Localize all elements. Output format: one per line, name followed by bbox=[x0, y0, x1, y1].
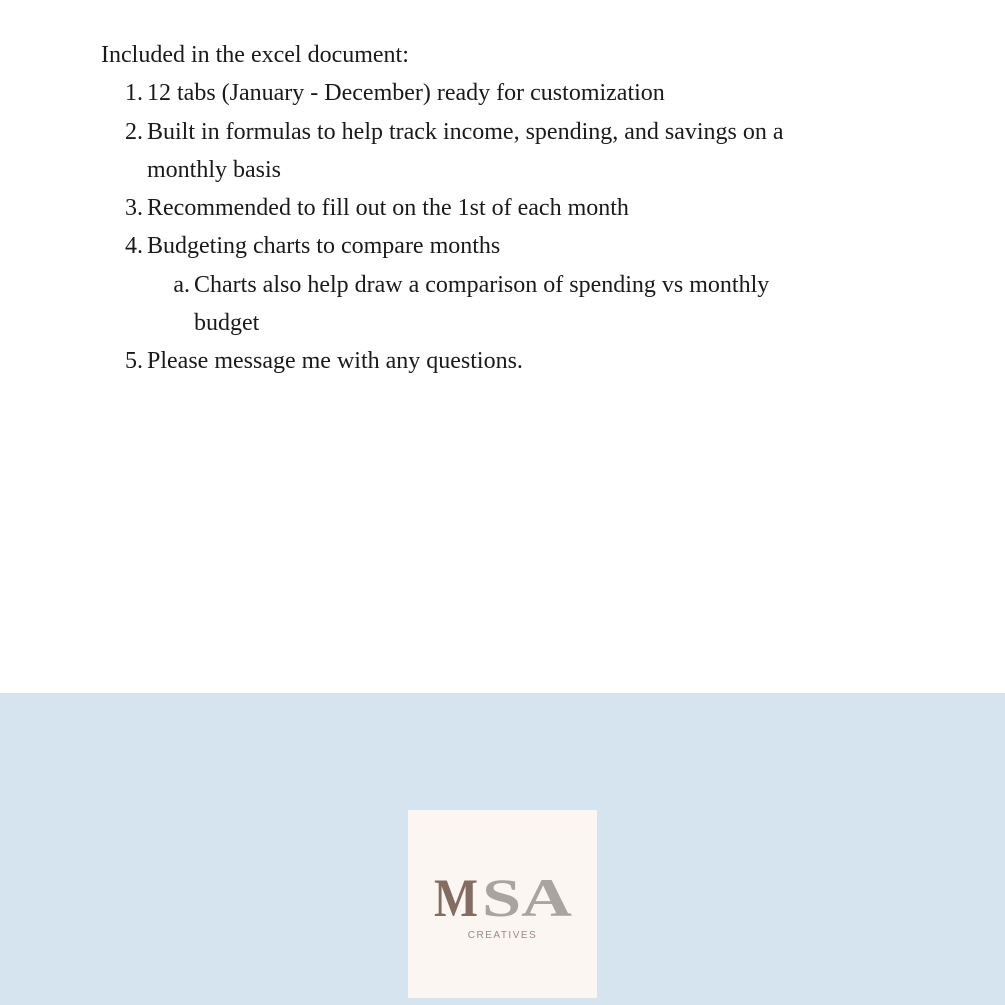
list-item-text: 12 tabs (January - December) ready for customization bbox=[147, 80, 665, 107]
list-item bbox=[101, 74, 961, 112]
svg-text:CREATIVES: CREATIVES bbox=[467, 930, 538, 941]
list-item bbox=[101, 342, 961, 380]
list-marker: 2. bbox=[125, 118, 143, 145]
intro-text: Included in the excel document: bbox=[101, 42, 409, 68]
list-item bbox=[101, 227, 961, 265]
list-item bbox=[101, 113, 961, 151]
list-item-continuation: monthly basis bbox=[147, 156, 282, 183]
svg-text:M: M bbox=[434, 868, 478, 928]
list-item-text: Charts also help draw a comparison of spending vs monthly bbox=[194, 271, 770, 298]
list-marker: 3. bbox=[125, 195, 143, 222]
list-marker: a. bbox=[173, 271, 190, 298]
list-item-text: Budgeting charts to compare months bbox=[147, 233, 501, 260]
list-marker: 5. bbox=[125, 348, 143, 375]
list-item-continuation: budget bbox=[194, 310, 260, 337]
document-body bbox=[101, 36, 961, 381]
list-marker: 1. bbox=[125, 80, 143, 107]
list-item-text: Recommended to fill out on the 1st of each month bbox=[147, 195, 629, 222]
sub-list-item bbox=[101, 266, 961, 304]
list-marker: 4. bbox=[125, 233, 143, 260]
list-item bbox=[101, 189, 961, 227]
svg-text:SA: SA bbox=[482, 868, 573, 928]
list-item-text: Please message me with any questions. bbox=[147, 348, 523, 375]
list-item-text: Built in formulas to help track income, spending, and savings on a bbox=[147, 118, 784, 145]
msa-creatives-logo bbox=[408, 810, 597, 998]
